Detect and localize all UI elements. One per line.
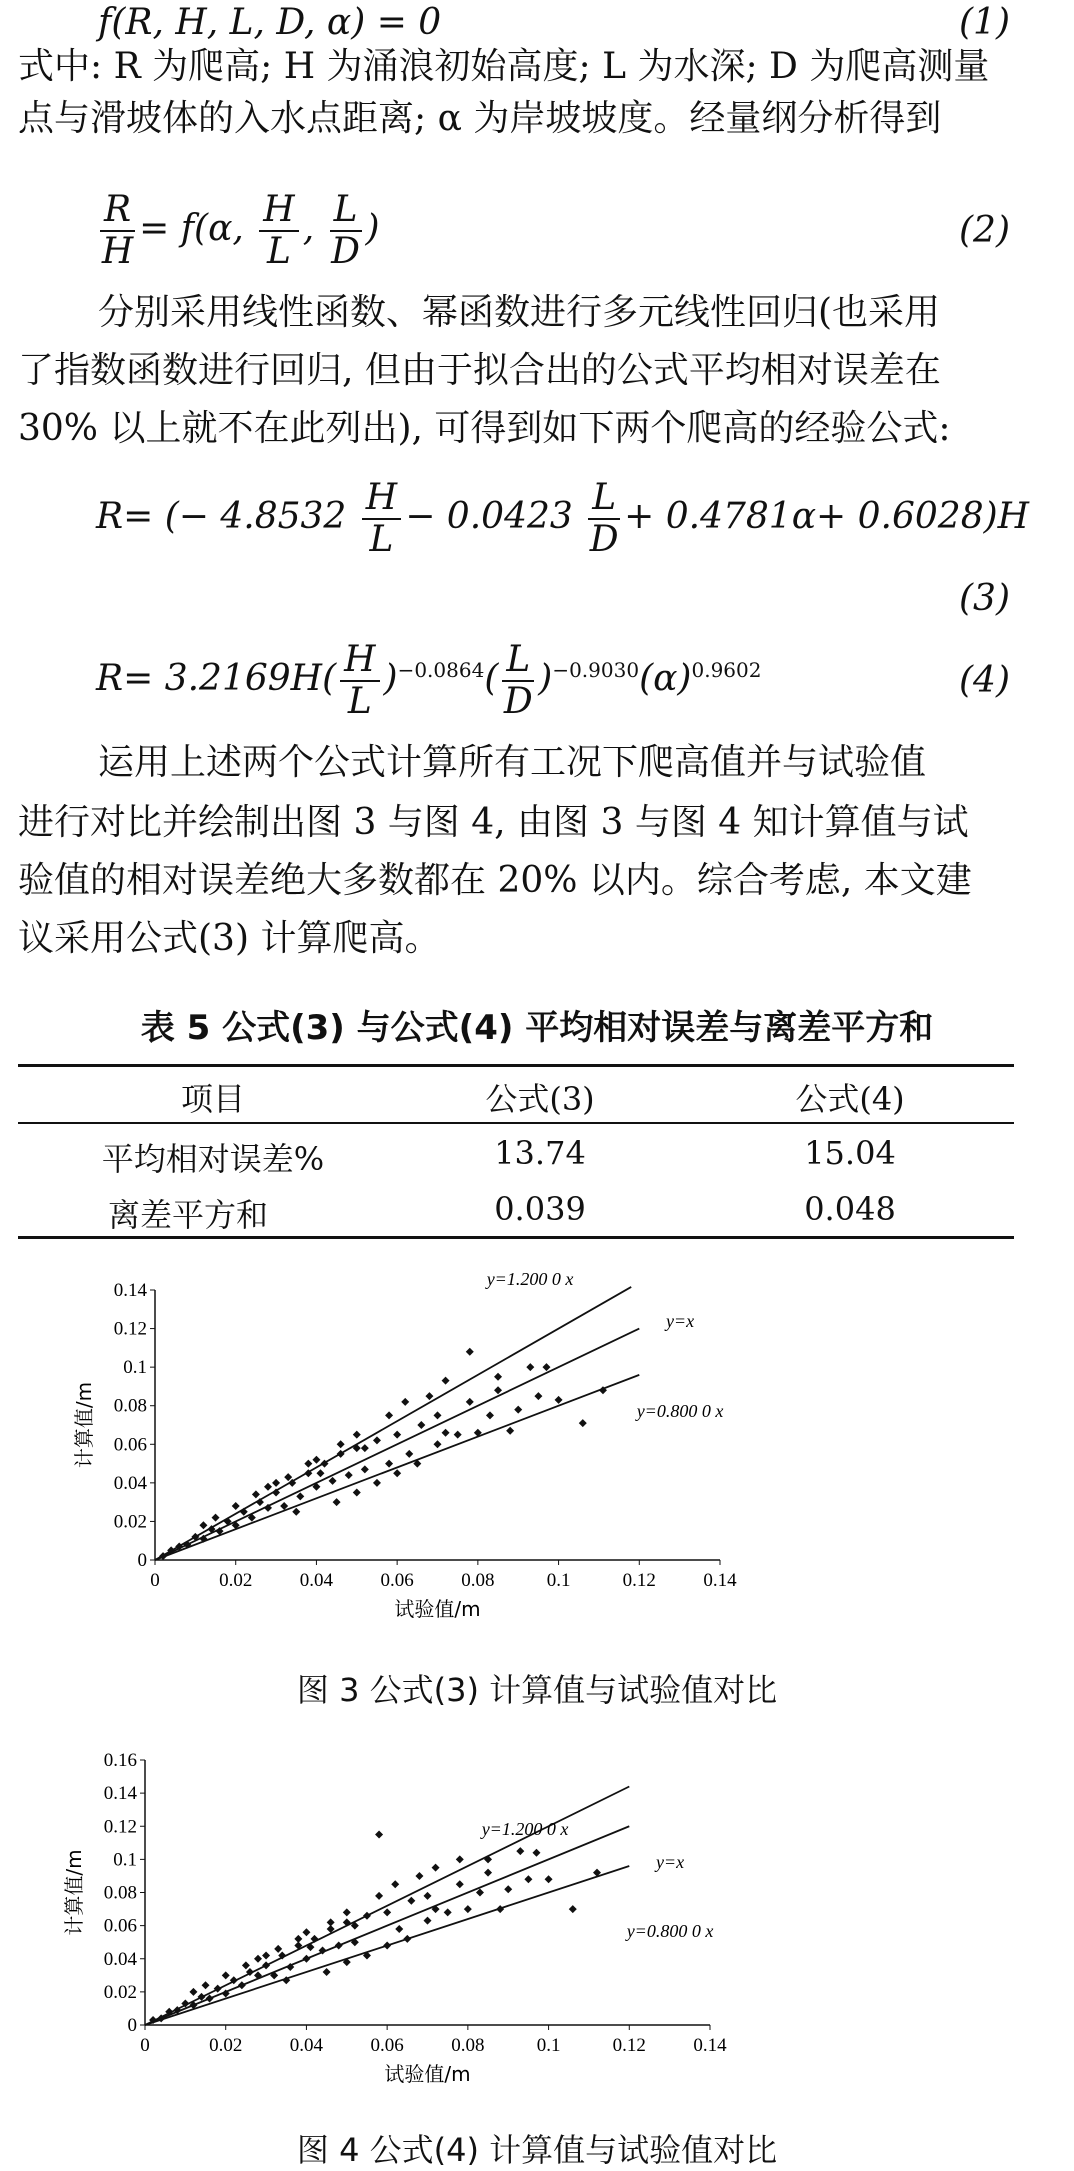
eq3-f2-num: L bbox=[588, 478, 620, 520]
eq2-lhs-den: H bbox=[101, 231, 134, 272]
data-point bbox=[329, 1477, 337, 1485]
data-point bbox=[199, 1521, 207, 1529]
data-point bbox=[335, 1942, 343, 1950]
data-point bbox=[444, 1908, 452, 1916]
table-row-2-formula3: 0.039 bbox=[494, 1190, 586, 1228]
y-tick-label: 0.14 bbox=[113, 1280, 147, 1301]
data-point bbox=[555, 1396, 563, 1404]
data-point bbox=[252, 1490, 260, 1498]
eq4-open2: ( bbox=[484, 658, 499, 699]
y-tick-label: 0.06 bbox=[103, 1915, 137, 1937]
data-point bbox=[405, 1450, 413, 1458]
equation-3 bbox=[96, 478, 1029, 560]
eq2-lhs-num: R bbox=[100, 190, 135, 232]
reference-line-label: y=1.200 0 x bbox=[481, 1819, 569, 1839]
x-tick-label: 0.06 bbox=[370, 2035, 404, 2056]
data-point bbox=[333, 1498, 341, 1506]
data-point bbox=[442, 1429, 450, 1437]
data-point bbox=[466, 1398, 474, 1406]
table-row-2-formula4: 0.048 bbox=[804, 1190, 896, 1228]
y-tick-label: 0 bbox=[127, 2015, 137, 2036]
x-tick-label: 0.06 bbox=[380, 1570, 414, 1591]
x-tick-label: 0.12 bbox=[622, 1570, 656, 1591]
data-point bbox=[486, 1411, 494, 1419]
data-point bbox=[534, 1392, 542, 1400]
data-point bbox=[466, 1348, 474, 1356]
data-point bbox=[425, 1392, 433, 1400]
x-tick-label: 0.08 bbox=[451, 2035, 485, 2056]
reference-line-label: y=x bbox=[655, 1852, 685, 1872]
eq4-f1-num: H bbox=[340, 640, 379, 682]
x-tick-label: 0.14 bbox=[703, 1570, 737, 1591]
data-point bbox=[296, 1492, 304, 1500]
data-point bbox=[383, 1942, 391, 1950]
data-point bbox=[484, 1869, 492, 1877]
y-tick-label: 0.02 bbox=[103, 1981, 137, 2003]
y-tick-label: 0.08 bbox=[103, 1882, 137, 1904]
equation-2: $\frac{R}{H}$ = f(α, $\frac{H}{L}$ , $\frac{L}{D}$ ) bbox=[101, 189, 380, 272]
data-point bbox=[337, 1440, 345, 1448]
x-tick-label: 0.04 bbox=[289, 2035, 324, 2056]
x-tick-label: 0.08 bbox=[461, 1570, 495, 1591]
data-point bbox=[424, 1917, 432, 1925]
data-point bbox=[432, 1864, 440, 1872]
data-point bbox=[189, 1988, 197, 1996]
data-point bbox=[403, 1935, 411, 1943]
paragraph-2-line-1: 分别采用线性函数、幂函数进行多元线性回归(也采用 bbox=[98, 292, 941, 333]
figure-3-chart bbox=[40, 1270, 1040, 1650]
eq3-end: + 0.4781α+ 0.6028)H bbox=[624, 496, 1030, 537]
data-point bbox=[212, 1514, 220, 1522]
data-point bbox=[254, 1955, 262, 1963]
data-point bbox=[569, 1905, 577, 1913]
y-tick-label: 0.04 bbox=[103, 1948, 137, 1970]
y-tick-label: 0 bbox=[137, 1550, 147, 1571]
data-point bbox=[434, 1411, 442, 1419]
data-point bbox=[361, 1444, 369, 1452]
data-point bbox=[311, 1935, 319, 1943]
data-point bbox=[476, 1889, 484, 1897]
data-point bbox=[232, 1502, 240, 1510]
data-point bbox=[415, 1872, 423, 1880]
x-tick-label: 0.14 bbox=[693, 2035, 727, 2056]
eq2-f1-den: L bbox=[267, 231, 291, 272]
data-point bbox=[327, 1918, 335, 1926]
data-point bbox=[434, 1440, 442, 1448]
data-point bbox=[363, 1912, 371, 1920]
data-point bbox=[240, 1508, 248, 1516]
data-point bbox=[385, 1411, 393, 1419]
table-mid-rule bbox=[18, 1122, 1014, 1124]
data-point bbox=[442, 1377, 450, 1385]
data-point bbox=[383, 1908, 391, 1916]
y-tick-label: 0.04 bbox=[113, 1472, 147, 1494]
data-point bbox=[456, 1880, 464, 1888]
reference-line-label: y=1.200 0 x bbox=[486, 1270, 574, 1289]
table-row-1-formula3: 13.74 bbox=[494, 1134, 586, 1172]
data-point bbox=[323, 1968, 331, 1976]
data-point bbox=[353, 1489, 361, 1497]
y-tick-label: 0.08 bbox=[113, 1395, 147, 1417]
data-point bbox=[393, 1431, 401, 1439]
data-point bbox=[375, 1892, 383, 1900]
data-point bbox=[222, 1971, 230, 1979]
x-axis-label: 试验值/m bbox=[384, 2062, 471, 2086]
figure-4-chart bbox=[40, 1735, 1040, 2110]
y-tick-label: 0.1 bbox=[113, 1849, 137, 1871]
eq2-mid: = f(α, bbox=[139, 208, 244, 249]
y-tick-label: 0.12 bbox=[113, 1318, 147, 1340]
equation-4: R= 3.2169H( $\frac{H}{L}$ )$^{-0.0864}$( $\frac{L}{D}$ )$^{-0.9030}(\alpha)^{0.9602}$ bbox=[96, 639, 762, 722]
y-tick-label: 0.02 bbox=[113, 1511, 147, 1533]
equation-1-number: (1) bbox=[959, 2, 1010, 43]
eq3-mid: − 0.0423 bbox=[405, 496, 573, 537]
equation-2-number: (2) bbox=[959, 210, 1010, 251]
data-point bbox=[292, 1508, 300, 1516]
data-point bbox=[302, 1928, 310, 1936]
paragraph-1-line-1: 式中: R 为爬高; H 为涌浪初始高度; L 为水深; D 为爬高测量 bbox=[18, 46, 990, 87]
y-tick-label: 0.06 bbox=[113, 1434, 147, 1456]
equation-3-number: (3) bbox=[959, 578, 1010, 619]
eq2-f2-den: D bbox=[331, 231, 360, 272]
data-point bbox=[238, 1981, 246, 1989]
data-point bbox=[545, 1875, 553, 1883]
data-point bbox=[202, 1981, 210, 1989]
paragraph-2-line-3: 30% 以上就不在此列出), 可得到如下两个爬高的经验公式: bbox=[18, 408, 951, 449]
data-point bbox=[417, 1421, 425, 1429]
data-point bbox=[294, 1935, 302, 1943]
eq3-f1-den: L bbox=[369, 519, 394, 560]
x-tick-label: 0.04 bbox=[299, 1570, 334, 1591]
data-point bbox=[579, 1419, 587, 1427]
data-point bbox=[343, 1908, 351, 1916]
x-tick-label: 0 bbox=[150, 1570, 160, 1591]
data-point bbox=[242, 1961, 250, 1969]
data-point bbox=[198, 1993, 206, 2001]
data-point bbox=[494, 1386, 502, 1394]
data-point bbox=[312, 1456, 320, 1464]
paragraph-1-line-2: 点与滑坡体的入水点距离; α 为岸坡坡度。经量纲分析得到 bbox=[18, 98, 942, 139]
x-tick-label: 0.1 bbox=[536, 2035, 561, 2056]
data-point bbox=[496, 1905, 504, 1913]
table-header-formula3: 公式(3) bbox=[485, 1080, 595, 1118]
data-point bbox=[524, 1875, 532, 1883]
data-point bbox=[516, 1847, 524, 1855]
data-point bbox=[316, 1469, 324, 1477]
data-point bbox=[526, 1363, 534, 1371]
table-header-item: 项目 bbox=[180, 1080, 245, 1118]
eq4-exp3: 0.9602 bbox=[691, 658, 762, 682]
reference-line-label: y=0.800 0 x bbox=[636, 1401, 724, 1421]
data-point bbox=[385, 1460, 393, 1468]
eq3-f2-den: D bbox=[589, 519, 619, 560]
reference-line-label: y=0.800 0 x bbox=[626, 1921, 714, 1941]
y-tick-label: 0.16 bbox=[103, 1750, 137, 1771]
eq3-f1-num: H bbox=[362, 478, 401, 520]
data-point bbox=[302, 1955, 310, 1963]
data-point bbox=[401, 1398, 409, 1406]
eq4-f1-den: L bbox=[347, 681, 372, 722]
reference-line-label: y=x bbox=[665, 1311, 695, 1331]
eq4-start: R= 3.2169H( bbox=[96, 658, 337, 699]
eq2-f2-num: L bbox=[330, 190, 362, 232]
y-tick-label: 0.14 bbox=[103, 1783, 137, 1805]
data-point bbox=[532, 1849, 540, 1857]
table-header-formula4: 公式(4) bbox=[795, 1080, 905, 1118]
eq4-exp1: −0.0864 bbox=[397, 658, 485, 682]
data-point bbox=[256, 1498, 264, 1506]
data-point bbox=[353, 1431, 361, 1439]
equation-4-number: (4) bbox=[959, 660, 1010, 701]
data-point bbox=[464, 1905, 472, 1913]
data-point bbox=[345, 1471, 353, 1479]
paragraph-3-line-3: 验值的相对误差绝大多数都在 20% 以内。综合考虑, 本文建 bbox=[18, 860, 972, 901]
eq4-tail: (α) bbox=[639, 658, 692, 699]
figure-4-caption: 图 4 公式(4) 计算值与试验值对比 bbox=[296, 2131, 778, 2169]
data-point bbox=[206, 1995, 214, 2003]
data-point bbox=[454, 1431, 462, 1439]
data-point bbox=[272, 1479, 280, 1487]
figure-3-caption: 图 3 公式(3) 计算值与试验值对比 bbox=[296, 1671, 778, 1709]
x-tick-label: 0.02 bbox=[219, 1570, 253, 1591]
eq3-start: R= (− 4.8532 bbox=[96, 496, 347, 537]
data-point bbox=[284, 1473, 292, 1481]
eq4-mid: ) bbox=[383, 658, 398, 699]
y-tick-label: 0.1 bbox=[123, 1357, 147, 1379]
data-point bbox=[264, 1483, 272, 1491]
table-row-1-label: 平均相对误差% bbox=[101, 1140, 325, 1178]
data-point bbox=[262, 1951, 270, 1959]
data-point bbox=[514, 1406, 522, 1414]
eq4-f2-num: L bbox=[502, 640, 534, 682]
paragraph-3-line-1: 运用上述两个公式计算所有工况下爬高值并与试验值 bbox=[98, 742, 927, 783]
x-axis-label: 试验值/m bbox=[394, 1597, 481, 1621]
data-point bbox=[494, 1373, 502, 1381]
y-axis-label: 计算值/m bbox=[72, 1381, 96, 1469]
data-point bbox=[456, 1855, 464, 1863]
y-axis-label: 计算值/m bbox=[62, 1849, 86, 1936]
table-caption: 表 5 公式(3) 与公式(4) 平均相对误差与离差平方和 bbox=[140, 1008, 934, 1048]
reference-line bbox=[145, 1826, 629, 2025]
table-row-1-formula4: 15.04 bbox=[804, 1134, 896, 1172]
data-point bbox=[274, 1945, 282, 1953]
x-tick-label: 0 bbox=[140, 2035, 150, 2056]
eq4-exp2: −0.9030 bbox=[552, 658, 640, 682]
data-point bbox=[262, 1961, 270, 1969]
data-point bbox=[542, 1363, 550, 1371]
data-point bbox=[504, 1885, 512, 1893]
paragraph-3-line-4: 议采用公式(3) 计算爬高。 bbox=[18, 918, 441, 959]
data-point bbox=[373, 1436, 381, 1444]
table-top-rule bbox=[18, 1064, 1014, 1067]
y-tick-label: 0.12 bbox=[103, 1816, 137, 1838]
paragraph-3-line-2: 进行对比并绘制出图 3 与图 4, 由图 3 与图 4 知计算值与试 bbox=[18, 802, 969, 843]
x-tick-label: 0.12 bbox=[612, 2035, 646, 2056]
x-tick-label: 0.02 bbox=[209, 2035, 243, 2056]
data-point bbox=[407, 1897, 415, 1905]
eq4-f2-den: D bbox=[503, 681, 533, 722]
data-point bbox=[391, 1880, 399, 1888]
paragraph-2-line-2: 了指数函数进行回归, 但由于拟合出的公式平均相对误差在 bbox=[18, 350, 941, 391]
data-point bbox=[373, 1479, 381, 1487]
eq2-f1-num: H bbox=[259, 190, 298, 232]
data-point bbox=[506, 1427, 514, 1435]
x-tick-label: 0.1 bbox=[546, 1570, 571, 1591]
data-point bbox=[395, 1925, 403, 1933]
table-bottom-rule bbox=[18, 1236, 1014, 1239]
data-point bbox=[361, 1465, 369, 1473]
equation-1: f(R, H, L, D, α) = 0 bbox=[98, 2, 442, 43]
table-row-2-label: 离差平方和 bbox=[107, 1196, 268, 1234]
data-point bbox=[393, 1469, 401, 1477]
data-point bbox=[424, 1892, 432, 1900]
eq2-end: ) bbox=[365, 208, 380, 249]
reference-line bbox=[155, 1375, 639, 1560]
data-point bbox=[304, 1460, 312, 1468]
data-point bbox=[375, 1831, 383, 1839]
